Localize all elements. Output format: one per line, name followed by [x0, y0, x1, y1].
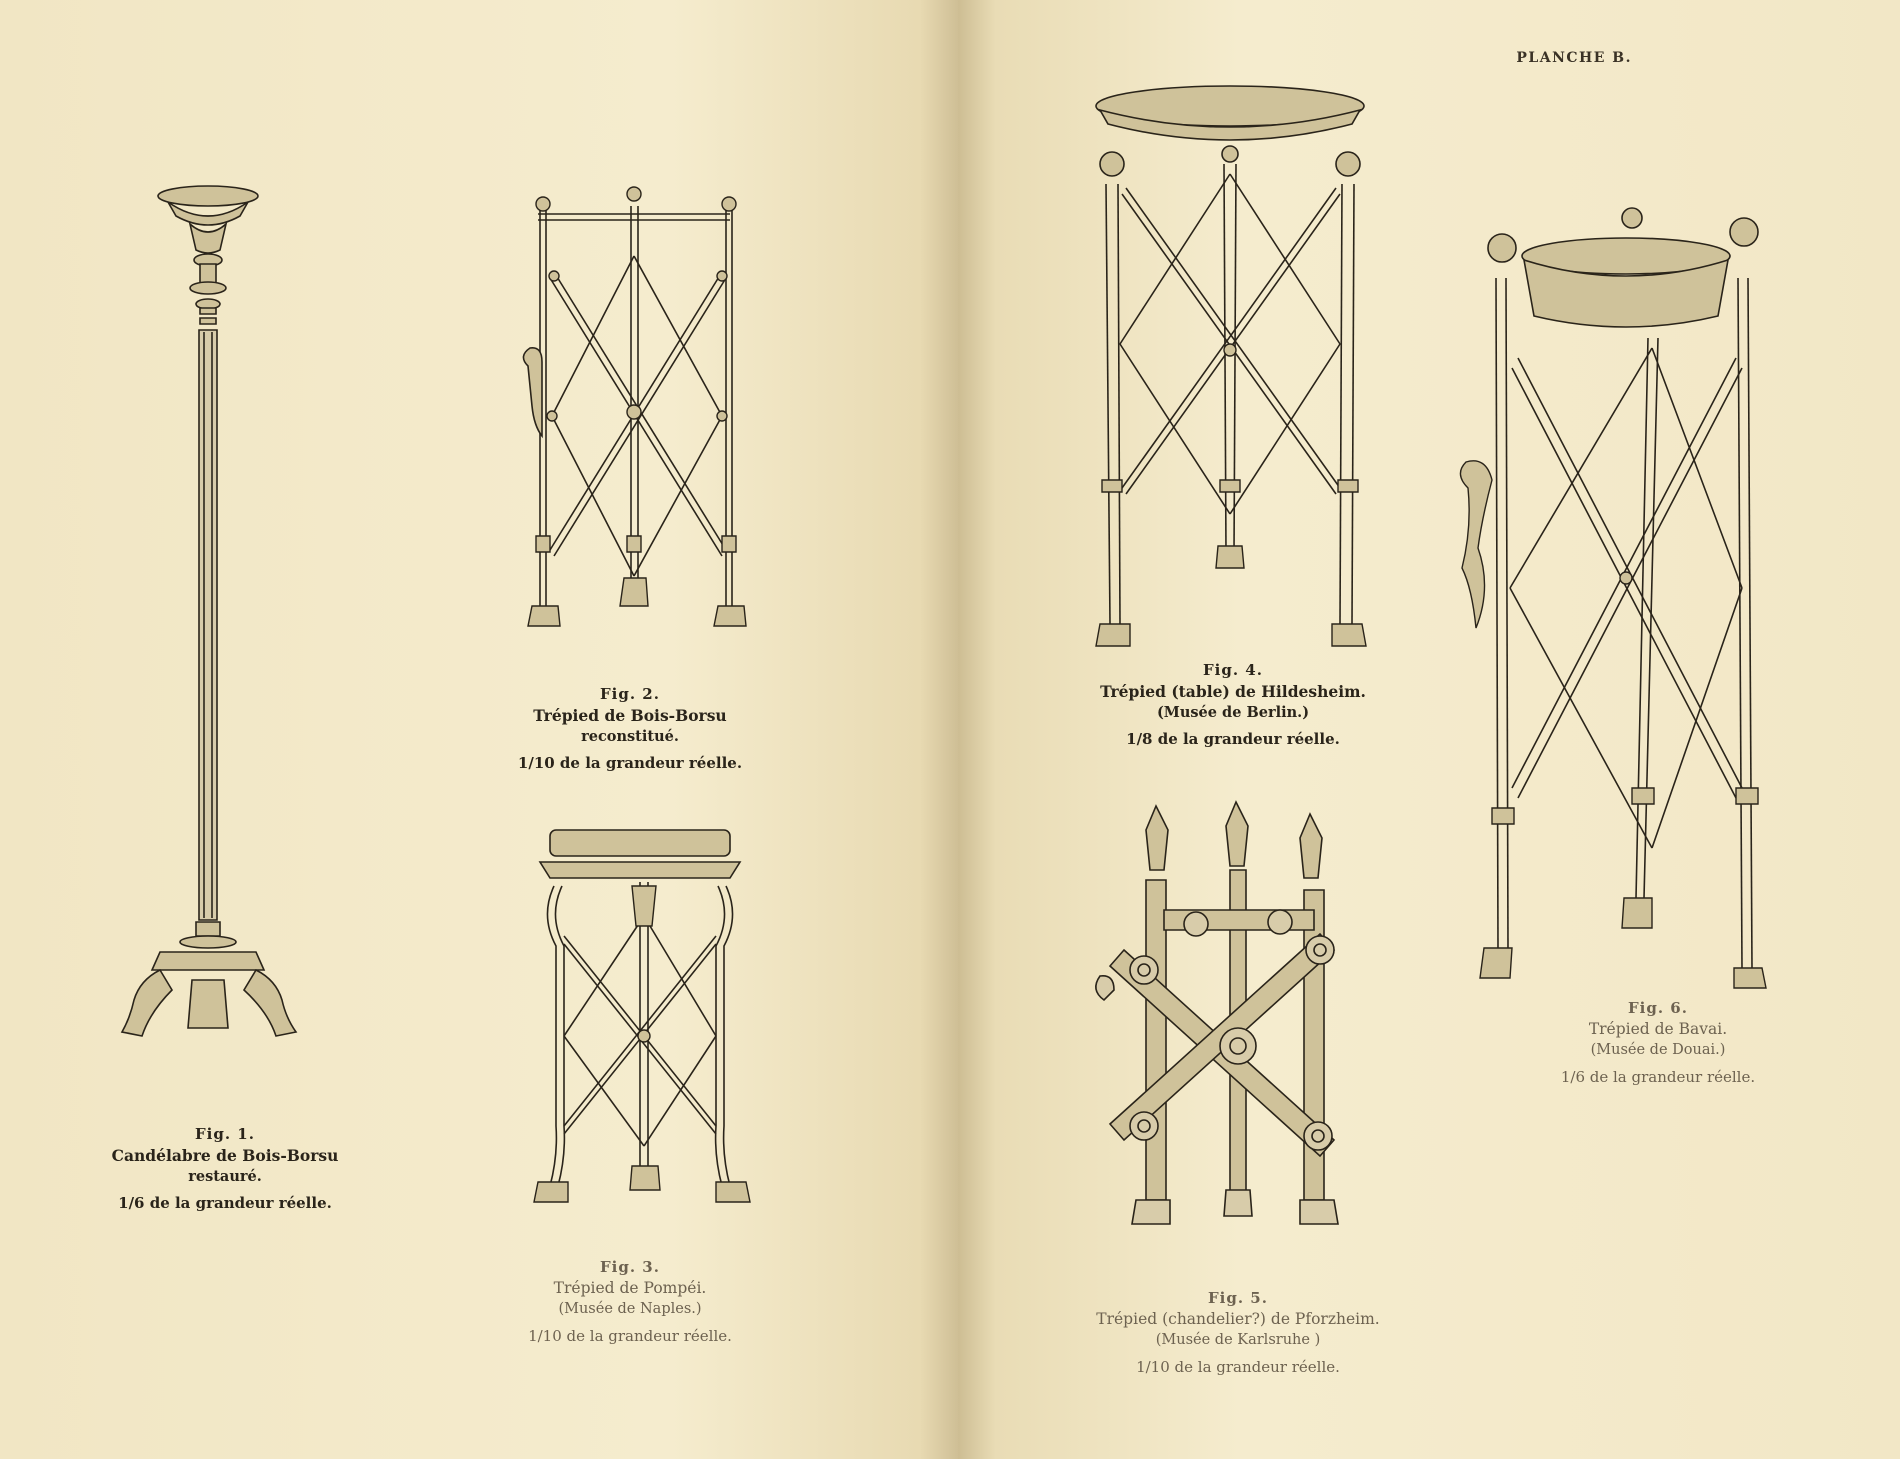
fig-3-title: Trépied de Pompéi. — [553, 1279, 707, 1297]
fig-3-subtitle: (Musée de Naples.) — [558, 1301, 702, 1317]
fig-2-caption — [505, 684, 755, 774]
fig-6-subtitle: (Musée de Douai.) — [1590, 1042, 1726, 1058]
fig-6-number: Fig. 6. — [1628, 999, 1688, 1017]
fig-5-subtitle: (Musée de Karlsruhe ) — [1155, 1332, 1321, 1348]
tripod-illustration — [1452, 208, 1782, 988]
fig-5-number: Fig. 5. — [1208, 1289, 1268, 1307]
fig-2-title: Trépied de Bois-Borsu — [533, 706, 727, 725]
fig-2-number: Fig. 2. — [600, 685, 660, 703]
fig-1-subtitle: restauré. — [188, 1168, 262, 1185]
tripod-illustration — [1084, 800, 1374, 1230]
fig-4-title: Trépied (table) de Hildesheim. — [1100, 682, 1366, 701]
fig-5-caption — [1073, 1288, 1403, 1378]
fig-6-scale: 1/6 de la grandeur réelle. — [1560, 1068, 1756, 1086]
fig-1-scale: 1/6 de la grandeur réelle. — [118, 1194, 332, 1212]
fig-3-scale: 1/10 de la grandeur réelle. — [528, 1327, 732, 1345]
fig-6-caption — [1538, 998, 1778, 1088]
fig-3-caption — [505, 1257, 755, 1347]
right-page — [958, 0, 1900, 1459]
fig-2-subtitle: reconstitué. — [581, 728, 679, 745]
fig-2-scale: 1/10 de la grandeur réelle. — [517, 754, 743, 772]
tripod-illustration — [1090, 84, 1370, 650]
fig-4-number: Fig. 4. — [1203, 661, 1263, 679]
fig-1-title: Candélabre de Bois-Borsu — [111, 1146, 339, 1165]
candelabrum-illustration — [120, 180, 300, 1050]
fig-5-title: Trépied (chandelier?) de Pforzheim. — [1096, 1310, 1380, 1328]
fig-3-number: Fig. 3. — [600, 1258, 660, 1276]
fig-4-scale: 1/8 de la grandeur réelle. — [1126, 730, 1340, 748]
fig-4-caption — [1083, 660, 1383, 750]
fig-1-caption — [90, 1124, 360, 1214]
fig-4-subtitle: (Musée de Berlin.) — [1156, 704, 1310, 721]
fig-5-scale: 1/10 de la grandeur réelle. — [1136, 1358, 1340, 1376]
fig-6-title: Trépied de Bavai. — [1588, 1020, 1728, 1038]
plate-label: PLANCHE B. — [1516, 50, 1632, 66]
tripod-illustration — [520, 826, 760, 1216]
tripod-illustration — [508, 186, 748, 632]
fig-1-number: Fig. 1. — [195, 1125, 255, 1143]
